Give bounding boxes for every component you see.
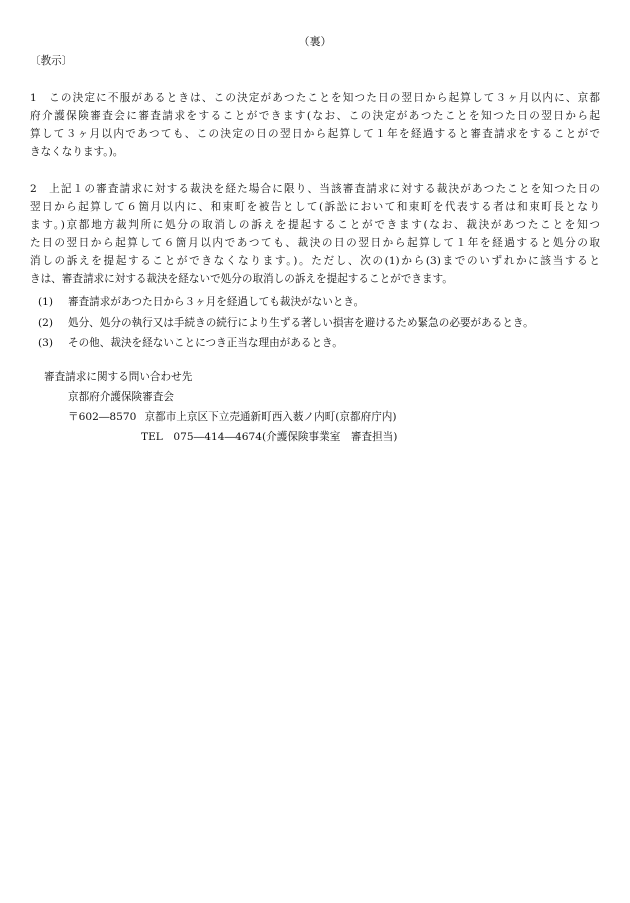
item-2-number: 2 [30,183,37,195]
instruction-item-2 [30,180,600,288]
exception-item-3 [38,334,608,355]
item-1-line-4-text: きなくなります。)。 [30,146,124,158]
exception-item-2 [38,314,608,335]
item-1-line-3-text: 算して３ヶ月以内であつても、この決定の日の翌日から起算して１年を経過すると審査請求をすることがで [30,128,600,140]
contact-address: 京都市上京区下立売通新町西入薮ノ内町(京都府庁内) [144,411,397,423]
item-1-line-4 [30,143,600,161]
instruction-item-1 [30,89,600,161]
contact-telephone: TEL 075―414―4674(介護保険事業室 審査担当) [141,431,398,443]
item-2-line-6-text: きは、審査請求に対する裁決を経ないで処分の取消しの訴えを提起することができます。 [30,273,453,285]
exception-item-2-text: 処分、処分の執行又は手続きの続行により生ずる著しい損害を避けるため緊急の必要があるとき。 [68,316,534,329]
item-2-line-5 [30,252,600,270]
item-2-line-4 [30,234,600,252]
item-2-line-4-text: た日の翌日から起算して６箇月以内であつても、裁決の日の翌日から起算して１年を経過すると処分の取 [30,237,600,249]
item-1-line-3 [30,125,600,143]
item-2-line-2-text: 翌日から起算して６箇月以内に、和束町を被告として(訴訟において和束町を代表する者は和束町長となり [30,201,600,213]
exception-item-3-number: (3) [38,337,54,349]
item-1-line-2 [30,107,600,125]
exception-item-1 [38,293,608,314]
exception-item-1-text: 審査請求があつた日から３ヶ月を経過しても裁決がないとき。 [68,296,365,308]
instruction-heading: 〔教示〕 [30,55,73,67]
item-2-line-5-text: 消しの訴えを提起することができなくなります。)。ただし、次の(1)から(3)までのいずれかに該当すると [30,255,600,267]
contact-title: 審査請求に関する問い合わせ先 [44,371,193,383]
item-2-line-3 [30,216,600,234]
contact-organization: 京都府介護保険審査会 [68,391,174,403]
exception-item-2-number: (2) [38,316,54,329]
page-side-label: （裏） [298,35,332,48]
exception-list [38,293,608,355]
item-1-line-2-text: 府介護保険審査会に審査請求をすることができます(なお、この決定があつたことを知つた日の翌日から起 [30,110,600,122]
contact-address-line [44,408,604,428]
item-1-line-1-text: この決定に不服があるときは、この決定があつたことを知つた日の翌日から起算して３ヶ月以内に、京都 [48,92,600,104]
item-1-number: 1 [30,92,37,104]
item-2-line-1 [30,180,600,198]
item-2-line-2 [30,198,600,216]
item-2-line-1-text: 上記１の審査請求に対する裁決を経た場合に限り、当該審査請求に対する裁決があつたことを知つた日の [48,183,600,195]
contact-block [44,368,604,448]
item-1-line-1 [30,89,600,107]
item-2-line-3-text: ます。)京都地方裁判所に処分の取消しの訴えを提起することができます(なお、裁決があつたことを知つ [30,219,600,231]
exception-item-1-number: (1) [38,296,54,308]
exception-item-3-text: その他、裁決を経ないことにつき正当な理由があるとき。 [68,337,343,349]
postal-code: 〒602―8570 [68,411,137,423]
item-2-line-6 [30,270,600,288]
